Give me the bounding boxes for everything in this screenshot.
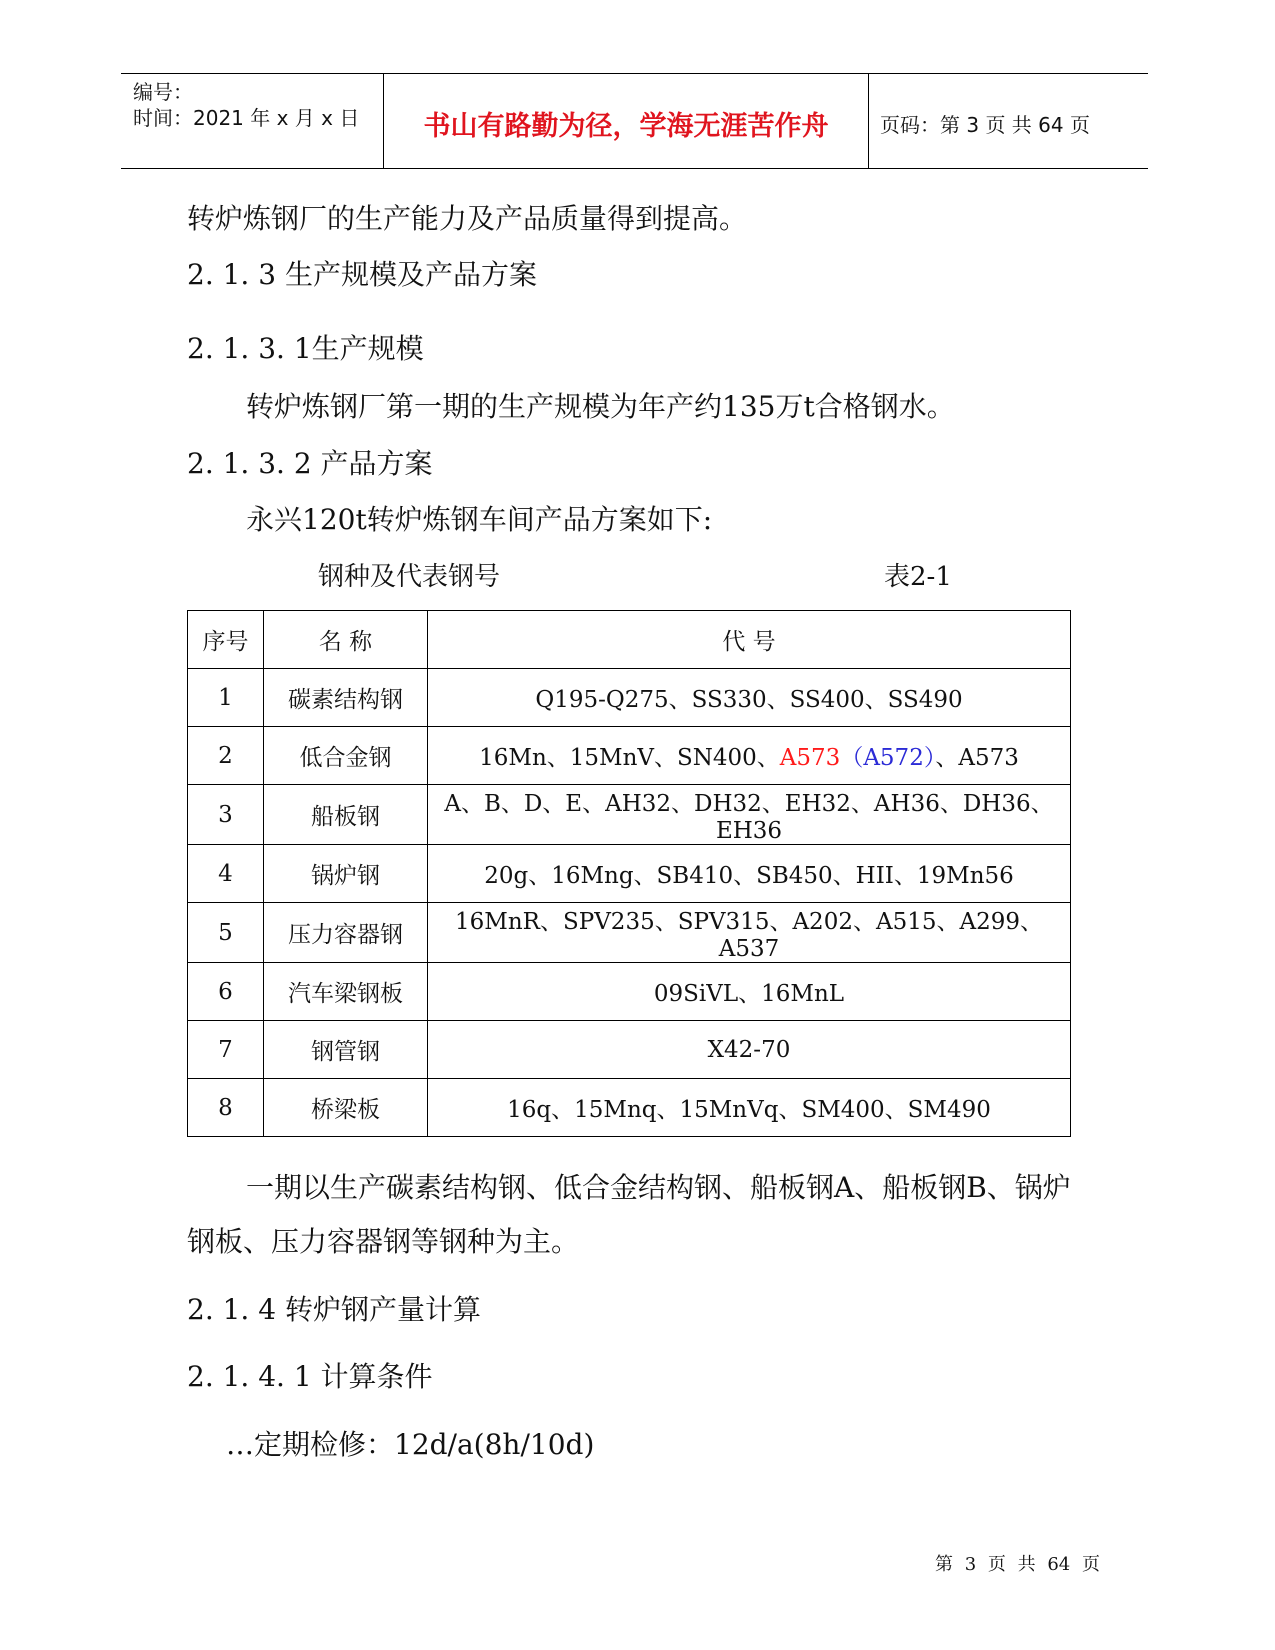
- paragraph: 转炉炼钢厂第一期的生产规模为年产约135万t合格钢水。: [246, 390, 955, 423]
- steel-codes: A、B、D、E、AH32、DH32、EH32、AH36、DH36、EH36: [428, 785, 1071, 845]
- steel-name: 汽车梁钢板: [264, 963, 428, 1021]
- steel-name: 船板钢: [264, 785, 428, 845]
- page-footer: 第 3 页 共 64 页: [935, 1554, 1100, 1575]
- header-page-cell: [868, 74, 1148, 168]
- row-number: 3: [188, 785, 264, 845]
- steel-name: 压力容器钢: [264, 903, 428, 963]
- table-row: [188, 845, 1071, 903]
- table-header-row: [188, 611, 1071, 669]
- row-number: 6: [188, 963, 264, 1021]
- row-number: 7: [188, 1021, 264, 1079]
- steel-name: 碳素结构钢: [264, 669, 428, 727]
- list-item: …定期检修：12d/a(8h/10d): [226, 1428, 595, 1461]
- table-caption: 钢种及代表钢号: [318, 562, 501, 592]
- steel-codes: [428, 727, 1071, 785]
- code-text: 16Mn、15MnV、SN400、: [479, 745, 780, 771]
- section-heading: 2. 1. 3 生产规模及产品方案: [187, 258, 537, 291]
- table-number: 表2-1: [884, 562, 952, 592]
- page-header: [121, 73, 1148, 169]
- steel-name: 锅炉钢: [264, 845, 428, 903]
- table-row: [188, 669, 1071, 727]
- steel-name: 低合金钢: [264, 727, 428, 785]
- steel-name: 桥梁板: [264, 1079, 428, 1137]
- header-cell: 序号: [188, 611, 264, 669]
- header-motto-cell: [383, 74, 869, 168]
- table-row: [188, 785, 1071, 845]
- paragraph: 永兴120t转炉炼钢车间产品方案如下:: [246, 503, 713, 536]
- header-meta-cell: [121, 74, 383, 168]
- subsection-heading: 2. 1. 3. 1生产规模: [187, 332, 424, 365]
- steel-name: 钢管钢: [264, 1021, 428, 1079]
- time-label: 时间：2021 年 x 月 x 日: [133, 106, 360, 130]
- steel-codes: 16MnR、SPV235、SPV315、A202、A515、A299、A537: [428, 903, 1071, 963]
- section-heading: 2. 1. 4 转炉钢产量计算: [187, 1293, 481, 1326]
- table-row: [188, 1021, 1071, 1079]
- steel-codes: 09SiVL、16MnL: [428, 963, 1071, 1021]
- table-row: [188, 1079, 1071, 1137]
- paragraph-line: 一期以生产碳素结构钢、低合金结构钢、船板钢A、船板钢B、锅炉: [246, 1171, 1071, 1204]
- row-number: 2: [188, 727, 264, 785]
- table-row: [188, 903, 1071, 963]
- steel-codes: 16q、15Mnq、15MnVq、SM400、SM490: [428, 1079, 1071, 1137]
- subsection-heading: 2. 1. 3. 2 产品方案: [187, 447, 433, 480]
- header-page-number: 页码：第 3 页 共 64 页: [880, 113, 1090, 137]
- row-number: 5: [188, 903, 264, 963]
- steel-codes: 20g、16Mng、SB410、SB450、HII、19Mn56: [428, 845, 1071, 903]
- row-number: 4: [188, 845, 264, 903]
- table-row: [188, 963, 1071, 1021]
- steel-codes: X42-70: [428, 1021, 1071, 1079]
- code-highlight-blue: （A572）: [840, 745, 936, 771]
- steel-grade-table: [187, 610, 1071, 1137]
- table-row: [188, 727, 1071, 785]
- subsection-heading: 2. 1. 4. 1 计算条件: [187, 1360, 433, 1393]
- paragraph: 转炉炼钢厂的生产能力及产品质量得到提高。: [187, 202, 748, 235]
- code-highlight-red: A573: [779, 745, 841, 771]
- header-cell: 名 称: [264, 611, 428, 669]
- row-number: 8: [188, 1079, 264, 1137]
- header-cell: 代 号: [428, 611, 1071, 669]
- steel-codes: Q195-Q275、SS330、SS400、SS490: [428, 669, 1071, 727]
- code-text: 、A573: [935, 745, 1019, 771]
- motto: 书山有路勤为径，学海无涯苦作舟: [423, 111, 829, 142]
- serial-label: 编号：: [133, 80, 193, 104]
- paragraph-line: 钢板、压力容器钢等钢种为主。: [187, 1225, 580, 1258]
- row-number: 1: [188, 669, 264, 727]
